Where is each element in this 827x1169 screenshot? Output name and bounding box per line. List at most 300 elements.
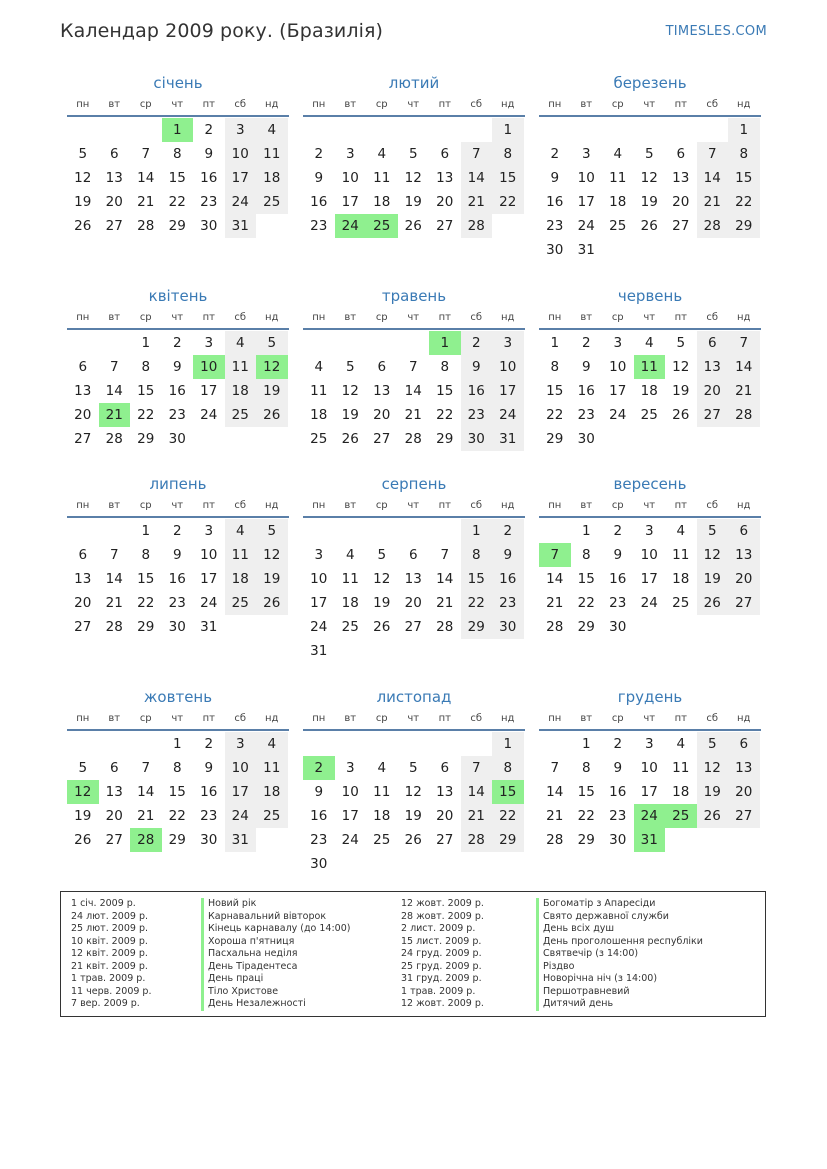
- day-cell: 20: [697, 379, 729, 403]
- day-cell: 17: [225, 780, 257, 804]
- day-cell: 11: [256, 142, 288, 166]
- day-cell: 16: [310, 808, 328, 824]
- day-cell: 29: [577, 832, 595, 848]
- day-cell: 8: [461, 543, 493, 567]
- day-cell: 30: [577, 431, 595, 447]
- day-cell: 29: [728, 214, 760, 238]
- holiday-date: 24 лют. 2009 р.: [71, 910, 148, 922]
- day-cell: 15: [461, 567, 493, 591]
- empty-cell: [335, 519, 367, 543]
- weekday-label: пн: [312, 500, 326, 511]
- day-cell: 12: [404, 170, 422, 186]
- day-cell: 10: [310, 571, 328, 587]
- empty-cell: [398, 732, 430, 756]
- day-cell: 29: [137, 619, 155, 635]
- day-cell: 13: [697, 355, 729, 379]
- holiday-day-cell: 1: [429, 331, 461, 355]
- weekday-label: нд: [501, 312, 515, 323]
- day-cell: 16: [461, 379, 493, 403]
- day-cell: 23: [310, 832, 328, 848]
- day-cell: 28: [546, 619, 564, 635]
- holiday-name: Новорічна ніч (з 14:00): [536, 973, 703, 986]
- holiday-name: Кінець карнавалу (до 14:00): [201, 923, 350, 936]
- day-cell: 1: [581, 736, 591, 752]
- day-cell: 27: [105, 218, 123, 234]
- day-cell: 3: [345, 146, 355, 162]
- day-cell: 9: [314, 784, 324, 800]
- weekday-label: нд: [265, 500, 279, 511]
- weekday-label: пн: [76, 99, 90, 110]
- weekday-label: ср: [375, 312, 388, 323]
- day-cell: 5: [377, 547, 387, 563]
- weekday-label: пт: [202, 713, 215, 724]
- day-cell: 24: [640, 595, 658, 611]
- holiday-day-cell: 24: [335, 214, 367, 238]
- day-cell: 12: [404, 784, 422, 800]
- weekday-label: ср: [375, 500, 388, 511]
- day-cell: 13: [404, 571, 422, 587]
- day-cell: 24: [341, 832, 359, 848]
- day-cell: 2: [550, 146, 560, 162]
- day-cell: 5: [644, 146, 654, 162]
- day-cell: 11: [672, 547, 690, 563]
- day-cell: 9: [581, 359, 591, 375]
- day-cell: 15: [168, 170, 186, 186]
- holiday-day-cell: 1: [162, 118, 194, 142]
- day-cell: 20: [728, 567, 760, 591]
- day-cell: 18: [310, 407, 328, 423]
- day-cell: 4: [225, 519, 257, 543]
- day-cell: 7: [109, 547, 119, 563]
- weekday-label: вт: [580, 99, 593, 110]
- day-cell: 3: [204, 335, 214, 351]
- holiday-date: 28 жовт. 2009 р.: [401, 910, 484, 922]
- month-2: [303, 72, 525, 238]
- day-cell: 26: [404, 218, 422, 234]
- month-title: лютий: [388, 74, 440, 92]
- weekday-label: ср: [139, 312, 152, 323]
- holiday-day-cell: 11: [634, 355, 666, 379]
- weekday-label: нд: [737, 99, 751, 110]
- month-9: [539, 473, 761, 639]
- day-cell: 12: [697, 543, 729, 567]
- day-cell: 27: [74, 431, 92, 447]
- day-cell: 1: [581, 523, 591, 539]
- weekday-label: сб: [706, 500, 719, 511]
- holiday-name: Богоматір з Апаресіди: [536, 898, 703, 911]
- day-grid: [303, 331, 525, 451]
- day-cell: 25: [225, 403, 257, 427]
- weekday-header: [539, 308, 761, 330]
- weekday-label: ср: [139, 713, 152, 724]
- day-cell: 23: [200, 808, 218, 824]
- month-6: [539, 285, 761, 451]
- day-cell: 24: [225, 190, 257, 214]
- day-cell: 9: [461, 355, 493, 379]
- day-cell: 17: [200, 383, 218, 399]
- day-cell: 19: [672, 383, 690, 399]
- day-cell: 17: [609, 383, 627, 399]
- day-cell: 16: [168, 571, 186, 587]
- weekday-label: пт: [202, 312, 215, 323]
- day-cell: 29: [546, 431, 564, 447]
- day-cell: 4: [314, 359, 324, 375]
- empty-cell: [335, 331, 367, 355]
- empty-cell: [67, 118, 99, 142]
- day-cell: 22: [492, 190, 524, 214]
- day-cell: 4: [345, 547, 355, 563]
- holiday-name: Святвечір (з 14:00): [536, 948, 703, 961]
- day-cell: 28: [105, 619, 123, 635]
- day-cell: 3: [581, 146, 591, 162]
- weekday-label: нд: [737, 500, 751, 511]
- day-cell: 12: [74, 170, 92, 186]
- month-11: [303, 686, 525, 876]
- holiday-date: 10 квіт. 2009 р.: [71, 935, 148, 947]
- weekday-label: нд: [737, 713, 751, 724]
- day-cell: 3: [225, 118, 257, 142]
- day-cell: 30: [200, 832, 218, 848]
- holiday-name: Свято державної служби: [536, 911, 703, 924]
- day-cell: 30: [546, 242, 564, 258]
- day-cell: 17: [341, 808, 359, 824]
- holiday-day-cell: 25: [665, 804, 697, 828]
- day-cell: 24: [200, 407, 218, 423]
- weekday-label: пн: [312, 99, 326, 110]
- holiday-name: Першотравневий: [536, 986, 703, 999]
- weekday-label: нд: [265, 312, 279, 323]
- day-cell: 1: [172, 736, 182, 752]
- day-cell: 6: [697, 331, 729, 355]
- holiday-day-cell: 12: [256, 355, 288, 379]
- day-cell: 10: [640, 547, 658, 563]
- weekday-label: чт: [407, 500, 420, 511]
- day-cell: 14: [546, 571, 564, 587]
- day-cell: 7: [109, 359, 119, 375]
- day-cell: 27: [436, 832, 454, 848]
- empty-cell: [335, 732, 367, 756]
- holiday-date: 1 січ. 2009 р.: [71, 898, 136, 909]
- holiday-date: 11 черв. 2009 р.: [71, 985, 152, 997]
- day-cell: 9: [550, 170, 560, 186]
- day-cell: 2: [172, 335, 182, 351]
- day-cell: 8: [581, 760, 591, 776]
- day-cell: 3: [345, 760, 355, 776]
- day-cell: 1: [492, 732, 524, 756]
- day-cell: 24: [225, 804, 257, 828]
- day-cell: 17: [341, 194, 359, 210]
- day-cell: 14: [461, 166, 493, 190]
- day-cell: 7: [728, 331, 760, 355]
- day-cell: 21: [546, 595, 564, 611]
- day-cell: 2: [492, 519, 524, 543]
- day-cell: 7: [440, 547, 450, 563]
- day-cell: 25: [310, 431, 328, 447]
- day-cell: 23: [609, 808, 627, 824]
- day-cell: 5: [256, 519, 288, 543]
- weekday-label: ср: [611, 713, 624, 724]
- day-cell: 10: [640, 760, 658, 776]
- holiday-name: День Тірадентеса: [201, 961, 350, 974]
- day-cell: 7: [461, 756, 493, 780]
- holiday-day-cell: 25: [366, 214, 398, 238]
- day-cell: 25: [256, 804, 288, 828]
- day-cell: 11: [225, 355, 257, 379]
- empty-cell: [303, 519, 335, 543]
- day-cell: 17: [640, 571, 658, 587]
- month-12: [539, 686, 761, 852]
- day-cell: 22: [461, 591, 493, 615]
- weekday-header: [539, 496, 761, 518]
- day-cell: 5: [697, 519, 729, 543]
- day-cell: 11: [373, 170, 391, 186]
- empty-cell: [366, 732, 398, 756]
- weekday-header: [67, 308, 289, 330]
- empty-cell: [429, 732, 461, 756]
- weekday-label: нд: [265, 99, 279, 110]
- weekday-label: чт: [171, 713, 184, 724]
- weekday-label: нд: [737, 312, 751, 323]
- day-cell: 28: [728, 403, 760, 427]
- day-cell: 6: [109, 760, 119, 776]
- holiday-day-cell: 15: [492, 780, 524, 804]
- day-cell: 29: [168, 832, 186, 848]
- day-cell: 7: [461, 142, 493, 166]
- weekday-label: вт: [344, 713, 357, 724]
- weekday-label: чт: [171, 99, 184, 110]
- weekday-label: вт: [580, 713, 593, 724]
- day-cell: 24: [310, 619, 328, 635]
- day-cell: 22: [436, 407, 454, 423]
- day-cell: 11: [310, 383, 328, 399]
- empty-cell: [461, 118, 493, 142]
- holiday-day-cell: 21: [99, 403, 131, 427]
- day-cell: 30: [168, 619, 186, 635]
- day-cell: 12: [256, 543, 288, 567]
- holiday-date: 31 груд. 2009 р.: [401, 973, 482, 984]
- day-cell: 20: [74, 407, 92, 423]
- weekday-label: чт: [643, 312, 656, 323]
- day-grid: [67, 732, 289, 852]
- day-cell: 31: [492, 427, 524, 451]
- day-cell: 3: [314, 547, 324, 563]
- holiday-date: 1 трав. 2009 р.: [71, 973, 146, 984]
- day-cell: 26: [672, 407, 690, 423]
- day-cell: 4: [613, 146, 623, 162]
- holiday-day-cell: 31: [634, 828, 666, 852]
- weekday-label: пн: [312, 312, 326, 323]
- day-cell: 23: [200, 194, 218, 210]
- day-cell: 22: [728, 190, 760, 214]
- day-cell: 15: [168, 784, 186, 800]
- day-cell: 1: [492, 118, 524, 142]
- day-cell: 5: [697, 732, 729, 756]
- day-cell: 3: [492, 331, 524, 355]
- day-cell: 19: [640, 194, 658, 210]
- empty-cell: [67, 732, 99, 756]
- weekday-label: пт: [438, 500, 451, 511]
- day-cell: 18: [373, 808, 391, 824]
- month-7: [67, 473, 289, 639]
- holiday-name: День проголошення республіки: [536, 936, 703, 949]
- day-cell: 10: [225, 756, 257, 780]
- day-cell: 17: [640, 784, 658, 800]
- empty-cell: [303, 331, 335, 355]
- weekday-header: [539, 709, 761, 731]
- day-cell: 15: [577, 571, 595, 587]
- day-grid: [539, 118, 761, 262]
- day-cell: 11: [225, 543, 257, 567]
- day-cell: 14: [436, 571, 454, 587]
- site-link[interactable]: TIMESLES.COM: [665, 24, 767, 39]
- day-cell: 27: [697, 403, 729, 427]
- day-cell: 8: [172, 146, 182, 162]
- day-cell: 20: [436, 808, 454, 824]
- weekday-header: [303, 95, 525, 117]
- day-cell: 27: [105, 832, 123, 848]
- month-4: [67, 285, 289, 451]
- day-cell: 18: [373, 194, 391, 210]
- month-title: березень: [613, 74, 687, 92]
- weekday-label: вт: [108, 713, 121, 724]
- day-cell: 13: [105, 170, 123, 186]
- day-cell: 26: [256, 403, 288, 427]
- day-cell: 7: [408, 359, 418, 375]
- day-grid: [539, 331, 761, 451]
- day-cell: 13: [74, 383, 92, 399]
- empty-cell: [429, 519, 461, 543]
- weekday-label: сб: [706, 99, 719, 110]
- weekday-label: сб: [706, 713, 719, 724]
- day-cell: 16: [310, 194, 328, 210]
- day-cell: 13: [373, 383, 391, 399]
- day-cell: 18: [225, 379, 257, 403]
- empty-cell: [303, 118, 335, 142]
- day-cell: 16: [546, 194, 564, 210]
- day-cell: 8: [728, 142, 760, 166]
- day-cell: 10: [341, 170, 359, 186]
- day-cell: 24: [577, 218, 595, 234]
- day-cell: 21: [546, 808, 564, 824]
- day-cell: 9: [172, 547, 182, 563]
- day-cell: 27: [728, 804, 760, 828]
- day-cell: 25: [256, 190, 288, 214]
- day-cell: 27: [436, 218, 454, 234]
- holiday-name: Хороша п'ятниця: [201, 936, 350, 949]
- day-cell: 20: [105, 808, 123, 824]
- day-cell: 11: [609, 170, 627, 186]
- day-cell: 3: [644, 523, 654, 539]
- weekday-label: сб: [234, 713, 247, 724]
- day-cell: 14: [728, 355, 760, 379]
- day-cell: 6: [728, 519, 760, 543]
- day-cell: 11: [341, 571, 359, 587]
- day-cell: 21: [137, 194, 155, 210]
- day-cell: 24: [609, 407, 627, 423]
- weekday-label: пт: [438, 312, 451, 323]
- holiday-day-cell: 2: [303, 756, 335, 780]
- day-cell: 2: [204, 122, 214, 138]
- day-cell: 12: [672, 359, 690, 375]
- day-cell: 21: [137, 808, 155, 824]
- weekday-label: вт: [344, 99, 357, 110]
- empty-cell: [67, 519, 99, 543]
- empty-cell: [130, 118, 162, 142]
- day-cell: 3: [225, 732, 257, 756]
- day-cell: 7: [141, 760, 151, 776]
- page-title: Календар 2009 року. (Бразилія): [60, 20, 384, 42]
- day-cell: 5: [78, 146, 88, 162]
- day-cell: 23: [546, 218, 564, 234]
- empty-cell: [571, 118, 603, 142]
- day-cell: 28: [436, 619, 454, 635]
- weekday-label: чт: [171, 500, 184, 511]
- weekday-label: ср: [611, 99, 624, 110]
- day-cell: 5: [408, 760, 418, 776]
- empty-cell: [602, 118, 634, 142]
- empty-cell: [335, 118, 367, 142]
- day-cell: 18: [256, 780, 288, 804]
- holiday-dates-right: [401, 898, 484, 1011]
- day-cell: 4: [377, 146, 387, 162]
- day-cell: 28: [546, 832, 564, 848]
- holiday-name: Дитячий день: [536, 998, 703, 1011]
- day-cell: 13: [436, 170, 454, 186]
- day-cell: 28: [461, 828, 493, 852]
- month-title: квітень: [148, 287, 208, 305]
- day-cell: 10: [577, 170, 595, 186]
- day-cell: 22: [577, 808, 595, 824]
- weekday-label: вт: [344, 312, 357, 323]
- day-cell: 8: [492, 756, 524, 780]
- weekday-label: вт: [580, 312, 593, 323]
- weekday-label: вт: [580, 500, 593, 511]
- day-cell: 30: [461, 427, 493, 451]
- day-cell: 4: [676, 523, 686, 539]
- day-cell: 31: [577, 242, 595, 258]
- day-cell: 9: [492, 543, 524, 567]
- empty-cell: [99, 118, 131, 142]
- day-cell: 21: [461, 804, 493, 828]
- month-title: жовтень: [143, 688, 213, 706]
- holiday-names-right: [536, 898, 703, 1011]
- day-cell: 18: [225, 567, 257, 591]
- holiday-date: 25 лют. 2009 р.: [71, 923, 148, 934]
- weekday-label: пн: [76, 713, 90, 724]
- day-cell: 11: [256, 756, 288, 780]
- day-cell: 23: [310, 218, 328, 234]
- weekday-label: чт: [643, 713, 656, 724]
- weekday-label: ср: [139, 500, 152, 511]
- day-cell: 20: [436, 194, 454, 210]
- day-cell: 15: [546, 383, 564, 399]
- day-cell: 6: [109, 146, 119, 162]
- day-cell: 9: [613, 547, 623, 563]
- weekday-label: пт: [202, 99, 215, 110]
- day-cell: 29: [168, 218, 186, 234]
- day-cell: 27: [672, 218, 690, 234]
- day-cell: 14: [105, 571, 123, 587]
- day-cell: 16: [492, 567, 524, 591]
- empty-cell: [429, 118, 461, 142]
- day-cell: 22: [577, 595, 595, 611]
- holiday-date: 1 трав. 2009 р.: [401, 985, 476, 997]
- day-cell: 16: [200, 784, 218, 800]
- day-cell: 3: [204, 523, 214, 539]
- day-cell: 4: [377, 760, 387, 776]
- day-cell: 21: [461, 190, 493, 214]
- day-cell: 8: [172, 760, 182, 776]
